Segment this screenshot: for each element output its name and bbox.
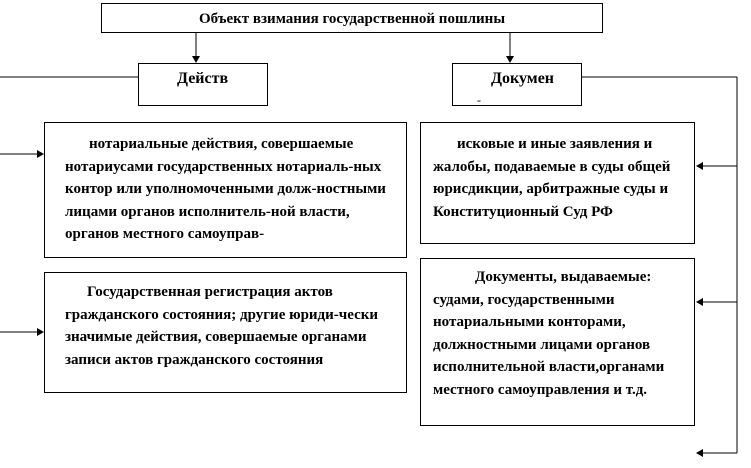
civil-registration-box <box>44 272 407 393</box>
documents-header-label: Докумен <box>491 70 555 87</box>
documents-header-underline: __- <box>463 93 482 106</box>
title-box <box>101 3 603 33</box>
civil-registration-text: Государственная регистрация актов гражданского состояния; другие юриди-чески значимые действия, совершаемые органами записи актов гражданского состояния <box>65 284 379 368</box>
actions-header-label: Действ <box>177 70 229 87</box>
notarial-actions-text: нотариальные действия, совершаемые нотариусами государственных нотариаль-ных контор или уполномоченными долж-ностными лицами органов исполнитель-ной власти, органов местного самоуправ- <box>65 136 386 242</box>
actions-header-box <box>138 63 268 106</box>
issued-documents-text: Документы, выдаваемые: судами, государственными нотариальными конторами, должностными лицами органов исполнительной власти,органами местного самоуправления и т.д. <box>433 269 665 398</box>
claims-box <box>420 122 695 244</box>
actions-header-underline: __ <box>149 93 163 106</box>
claims-text: исковые и иные заявления и жалобы, подаваемые в суды общей юрисдикции, арбитражные суды и Конституционный Суд РФ <box>433 136 671 220</box>
issued-documents-box <box>420 258 695 426</box>
notarial-actions-box <box>44 122 407 258</box>
diagram-title: Объект взимания государственной пошлины <box>198 11 506 27</box>
documents-header-box <box>452 63 582 106</box>
